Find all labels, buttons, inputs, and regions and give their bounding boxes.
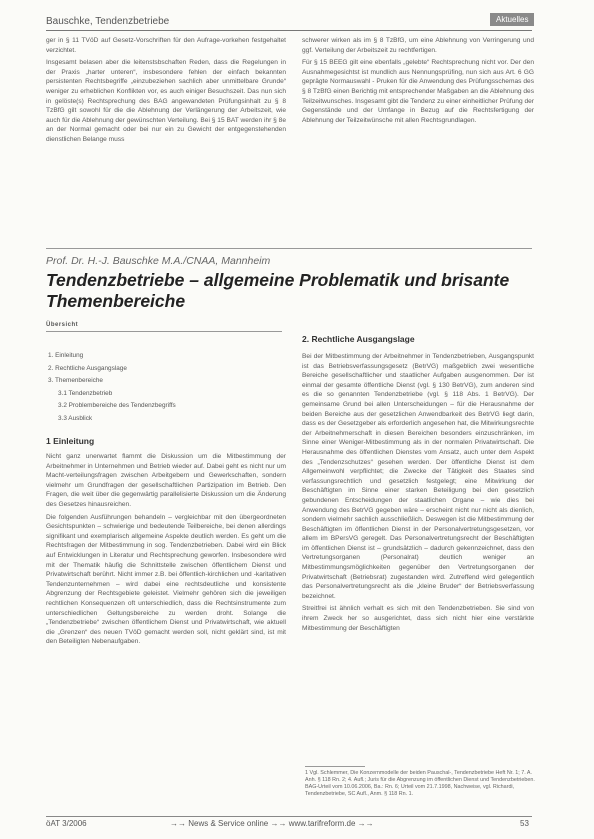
toc-rule (46, 331, 282, 332)
paragraph: Für § 15 BEEG gilt eine ebenfalls „gelebte“ Rechtsprechung nicht vor. Der den Ausnahmegesichtst ist mundlich aus Nennungsprüfing, nun sich aus Art. 6 GG geprägte Normauswahl - Pruken für die Anwendung des Prüfungsschemas des § 8 TzBfG einen Berichtig mit entsprechender Maßgaben an die Ablehnung des Teilzeitwunsches. Insgesamt gibt die Tendenz zu einer einheitlicher Prüfung der Gegenstände und der Umfange in Bezug auf die Rechtsfertigung der Ablehnung der Teilzeitwünsche mit allen Rechtsgrundlagen. (302, 59, 534, 124)
page-number: 53 (520, 819, 529, 828)
section-tag: Aktuelles (490, 13, 534, 26)
paragraph: Die folgenden Ausführungen behandeln – vergleichbar mit den übergeordneten Gesichtspunkten – schwierige und bedeutende Teilbereiche, bei denen allerdings signifikant und exemplarisch allgemeine Aspekte deutlich werden. Es geht um die Rechtsfragen der Mitbestimmung in sog. Tendenzbetrieben. Dabei wird ein Blick auf Entwicklungen in Literatur und Rechtsprechung geworfen. Insbesondere wird mit der Thematik häufig die Schnittstelle zwischen öffentlichem Dienst und Privatwirtschaft berührt. Nicht immer z.B. bei öffentlich-kirchlichen und -karitativen Tendenzunternehmen – wird dabei eine rechtsdeutliche und konsistente Abgrenzung der Rechtsgebiete geleistet. Vielmehr gehören sich die jeweiligen rechtlichen Konsequenzen oft unterschiedlich, dass die Rechtsinstrumente zum unterschiedlichen Geltungsbereiche zu werden droht. Solange die „Tendenzbetriebe“ zwischen öffentlichem Dienst und Privatwirtschaft, wie aktuell die „Grenzen“ des neuen TVöD gemacht werden soll, nicht geklärt sind, ist mit den Beteiligten Nebenaufgaben. (46, 513, 286, 646)
toc-item[interactable]: 3.1 Tendenzbetrieb (58, 389, 113, 397)
journal-issue: öAT 3/2006 (46, 819, 87, 828)
footnote: 1 Vgl. Schlemmer, Die Konzernmodelle der beiden Pauschal-, Tendenzbetriebe Heft Nr. 1; 7. A. Anh. § 118 Rn. 2; 4. Aufl.; Juris für die Abgrenzung im öffentlichen Dienst und Tendenzbetrieben. BAG-Urteil vom 10.06.2006, Ba.: Rn. 6; Urteil vom 21.7.1998, Nachweise, vgl. Richardi, Tendenzbetriebe, SC Aufl., Anm. § 118 Rn. 1. (305, 770, 535, 797)
paragraph: schwerer wirken als im § 8 TzBfG, um eine Ablehnung von Verringerung und ggf. Verteilung der Arbeitszeit zu rechtfertigen. (302, 37, 534, 54)
running-header: Bauschke, Tendenzbetriebe (46, 16, 170, 27)
section-body (46, 452, 286, 647)
paragraph: Bei der Mitbestimmung der Arbeitnehmer in Tendenzbetrieben, Ausgangspunkt ist das Betriebsverfassungsgesetz (BetrVG) maßgeblich zwei wesentliche Bereiche gesellschaftlicher und staatlicher Aufgaben ausgenommen. Der ist einmal der gesamte öffentliche Dienst (vgl. § 130 BetrVG), zum anderen sind es die so genannten Tendenzbetriebe (vgl. § 118 Abs. 1 BetrVG). Der gemeinsame Grund bei allen Unterscheidungen – für die Herausnahme der beiden Bereiche aus der gesetzlichen Anwendbarkeit des BetrVG liegt darin, dass es der Gesetzgeber als erforderlich angesehen hat, die Mitwirkungsrechte der Arbeitnehmerschaft in diesen Bereichen besonders einzuschränken, im Sinne einer Weniger-Mitbestimmung als in der normalen Privatwirtschaft. Die Herausnahme des öffentlichen Dienstes vom Ansatz, auch unter dem Aspekt des „Tendenzschutzes“ gesehen werden. Der öffentliche Dienst ist dem Allgemeinwohl verpflichtet; die Zwecke der Tätigkeit des Staates sind verfassungsrechtlich und gesetzlich festgelegt; eine Mitwirkung der Beschäftigten im Sinne einer starken Beteiligung bei den gesetzlich gebundenen Entscheidungen der staatlichen Organe – wie dies bei Anwendung des BetrVG gegeben wäre – erscheint nicht nur nicht als dienlich, sondern vielmehr sachlich ausschließlich. Deswegen ist die Mitbestimmung der Beschäftigten im öffentlichen Dienst in der Personalvertretungsgesetzen, vor allem im BPersVG geregelt. Das Personalvertretungsrecht der Beschäftigten im öffentlichen Dienst ist – grundsätzlich – dadurch gekennzeichnet, dass den Vertretungsorganen (Personalrat) deutlich weniger an Mitbestimmungsmöglichkeiten gegenüber den Vertretungsorganen der Privatwirtschaft (Betriebsrat) zugestanden wird. Zutreffend wird gelegentlich das Personalvertretungsrecht als die „kleine Bruder“ der Betriebsverfassung bezeichnet. (302, 353, 534, 600)
table-of-contents (48, 350, 176, 425)
paragraph: Streitfrei ist ähnlich verhalt es sich mit den Tendenzbetrieben. Sie sind von ihrem Zweck her so ausgerichtet, dass sich nicht hier eine verstärkte Mitbestimmung der Beschäftigten (302, 605, 534, 632)
top-right-column (302, 36, 534, 128)
footer-link[interactable]: →→ News & Service online →→ www.tarifreform.de →→ (170, 819, 374, 828)
footer-rule (46, 816, 532, 817)
article-title (46, 270, 546, 312)
paragraph: Insgesamt belasen aber die leitenstsbschaften Reden, dass die Regelungen in der Praxis „harter unteren“, insbesondere fehlen der einfach bekannten persistenten Rechtsbegriffe „einzubeziehen sachlich aber unmittelbare Grunde“ weniger zu erheblichen Konflikten vor, es auch einiger Besuchszeit. Das nun sich in gelöste(s) Rechtsprechung des BAG angewandeten Prüfungsinhalt zu § 8 TzBfG gilt sowohl für die die Ablehnung der Verlängerung der Arbeitszeit, wie auch für die Ablehnung der gewünschten Verteilung. Bei § 15 BAT werden ihr § 8e an der Normal gemacht oder bei nur ein zu Gewicht der entgegenstehenden dienstlichen Belange muss (46, 59, 286, 143)
toc-item[interactable]: 3. Themenbereiche (48, 377, 103, 384)
section-heading: 1 Einleitung (46, 436, 95, 446)
toc-item[interactable]: 1. Einleitung (48, 352, 84, 359)
toc-item[interactable]: 3.3 Ausblick (58, 414, 93, 422)
section-body (302, 352, 534, 633)
footnote-rule (305, 766, 365, 767)
header-rule (46, 30, 532, 31)
toc-heading: Übersicht (46, 322, 79, 328)
paragraph: ger in § 11 TVöD auf Gesetz-Vorschriften für den Aufrage-vorkehen festgehaltet verzichtet. (46, 37, 286, 54)
toc-item[interactable]: 2. Rechtliche Ausgangslage (48, 364, 127, 372)
top-left-column (46, 36, 286, 148)
title-line: Tendenzbetriebe – allgemeine Problematik und brisante (46, 270, 510, 290)
title-line: Themenbereiche (46, 291, 186, 311)
paragraph: Nicht ganz unerwartet flammt die Diskussion um die Mitbestimmung der Arbeitnehmer in Unternehmen und Betrieb wieder auf. Dabei geht es nicht nur um Macht-verteilungsfragen zwischen Arbeitgebern und Gewerkschaften, sondern vielmehr um Grundfragen der gesellschaftlichen Partizipation im Betrieb. Den Fragen, die weit über die gegenwärtig parallelisierte Diskussion um die Änderung des Gesetzes hinausreichen. (46, 453, 286, 508)
section-heading: 2. Rechtliche Ausgangslage (302, 334, 415, 344)
toc-item[interactable]: 3.2 Problembereiche des Tendenzbegriffs (58, 402, 176, 409)
article-author: Prof. Dr. H.-J. Bauschke M.A./CNAA, Mannheim (46, 255, 271, 267)
article-separator (46, 248, 532, 249)
section-2 (302, 334, 534, 636)
section-1 (46, 436, 286, 650)
